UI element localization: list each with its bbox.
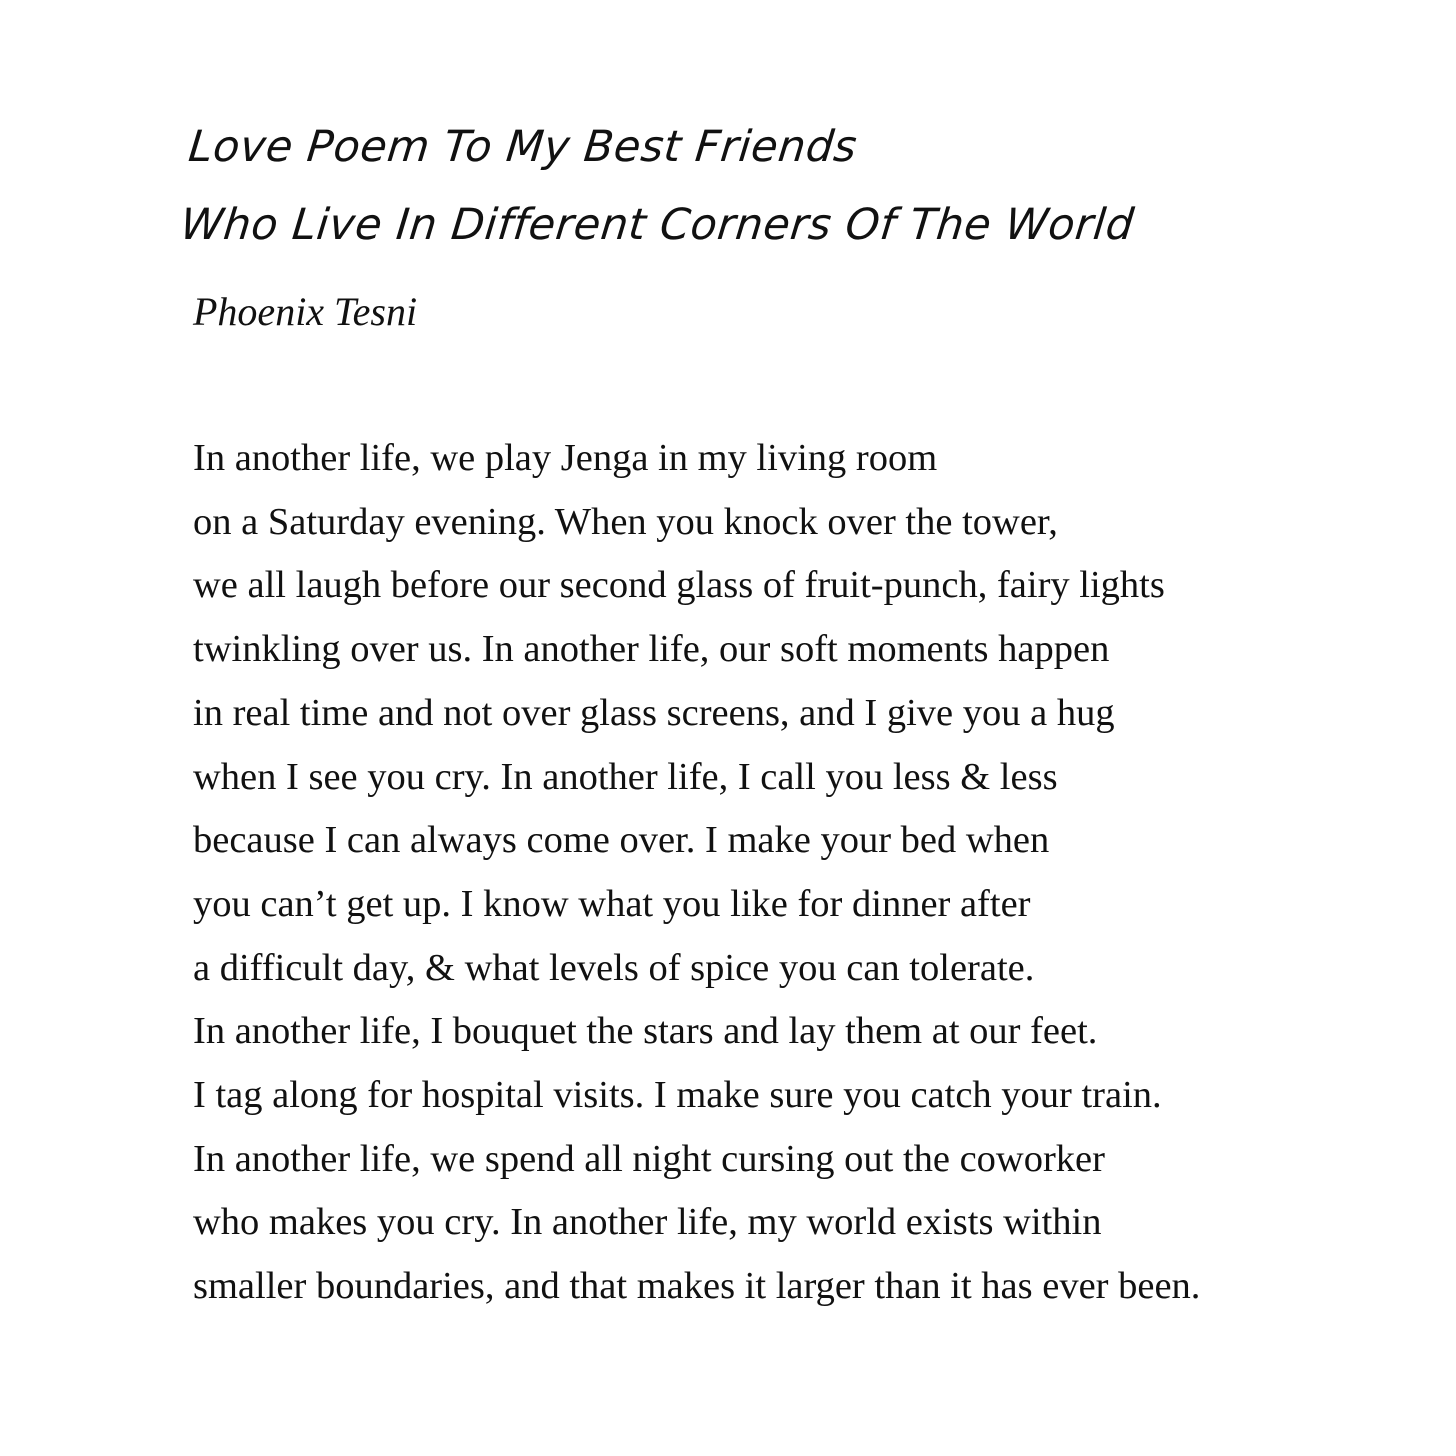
poem-line: we all laugh before our second glass of fruit-punch, fairy lights xyxy=(193,564,1165,607)
poem-title-line: Love Poem To My Best Friends xyxy=(186,122,860,172)
poem-line: because I can always come over. I make your bed when xyxy=(193,819,1050,862)
poem-title-line: Who Live In Different Corners Of The World xyxy=(178,200,1137,250)
poem-line: on a Saturday evening. When you knock over the tower, xyxy=(193,500,1058,543)
poem-line: in real time and not over glass screens, and I give you a hug xyxy=(193,691,1115,734)
poem-title xyxy=(177,108,1293,264)
poem-line: I tag along for hospital visits. I make sure you catch your train. xyxy=(193,1074,1162,1117)
poem-body xyxy=(193,427,1393,1319)
poem-line: when I see you cry. In another life, I call you less & less xyxy=(193,755,1058,798)
poem-line: twinkling over us. In another life, our soft moments happen xyxy=(193,628,1110,671)
poem-line: smaller boundaries, and that makes it larger than it has ever been. xyxy=(193,1265,1201,1308)
poem-author: Phoenix Tesni xyxy=(193,289,418,334)
poem-line: In another life, we spend all night cursing out the coworker xyxy=(193,1137,1105,1180)
poem-line: In another life, I bouquet the stars and lay them at our feet. xyxy=(193,1010,1098,1053)
poem-line: you can’t get up. I know what you like for dinner after xyxy=(193,882,1031,925)
poem-line: In another life, we play Jenga in my living room xyxy=(193,437,938,479)
poem-line: who makes you cry. In another life, my world exists within xyxy=(193,1201,1102,1244)
poem-line: a difficult day, & what levels of spice you can tolerate. xyxy=(193,946,1035,989)
